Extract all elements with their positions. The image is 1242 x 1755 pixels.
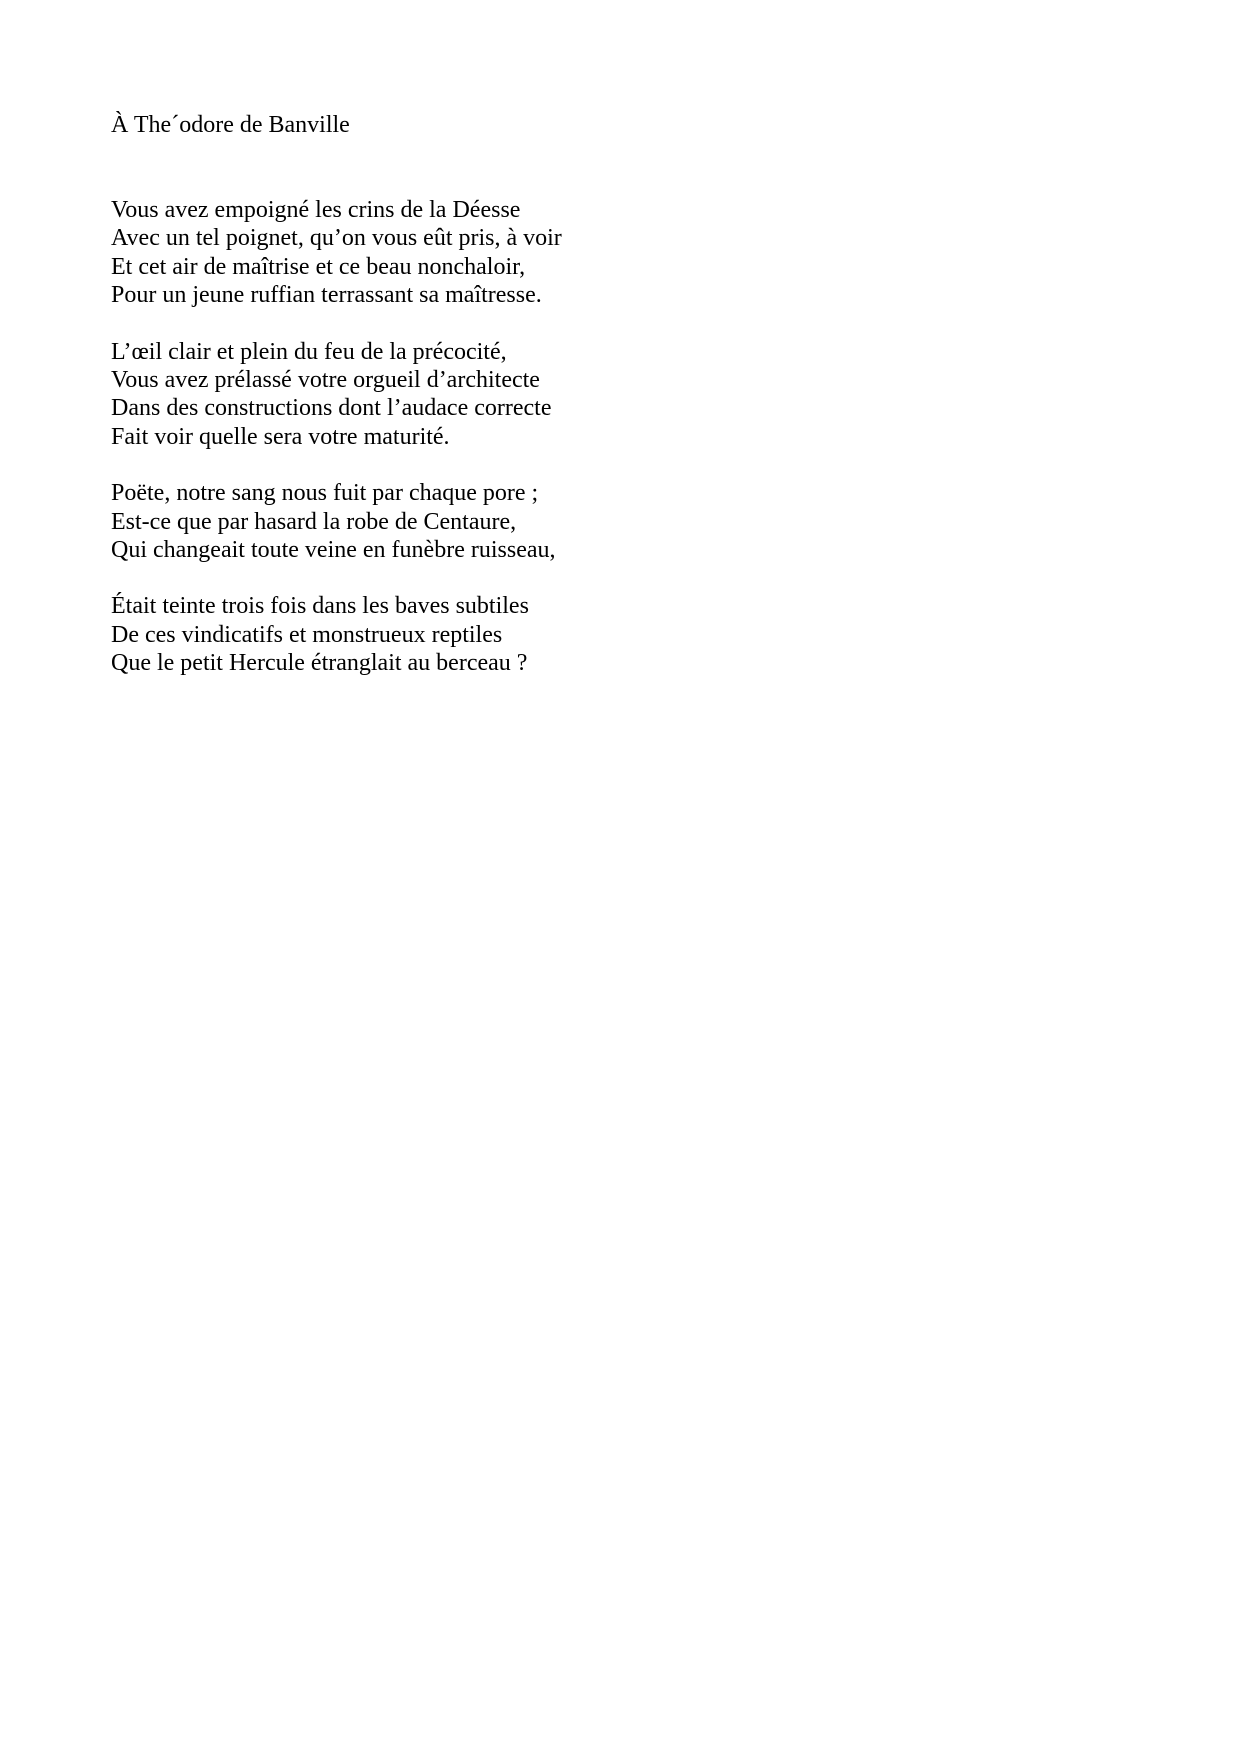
poem-line: Et cet air de maîtrise et ce beau nonchaloir,: [111, 253, 526, 280]
poem-line: Avec un tel poignet, qu’on vous eût pris, à voir: [111, 225, 562, 252]
stanza-2: [111, 338, 1011, 452]
poem-line: Que le petit Hercule étranglait au berceau ?: [111, 650, 528, 677]
stanza-4: [111, 592, 1011, 677]
poem-line: Vous avez prélassé votre orgueil d’architecte: [111, 367, 540, 394]
poem-title: À The´odore de Banville: [111, 112, 350, 138]
poem-line: Pour un jeune ruffian terrassant sa maîtresse.: [111, 282, 542, 309]
stanza-3: [111, 479, 1011, 564]
poem-body: [111, 196, 1011, 706]
poem-line: Qui changeait toute veine en funèbre ruisseau,: [111, 537, 556, 564]
poem-line: Dans des constructions dont l’audace correcte: [111, 395, 552, 422]
poem-line: Poëte, notre sang nous fuit par chaque pore ;: [111, 480, 539, 507]
poem-line: Était teinte trois fois dans les baves subtiles: [111, 593, 529, 620]
poem-line: Est-ce que par hasard la robe de Centaure,: [111, 508, 517, 535]
poem-line: Vous avez empoigné les crins de la Déesse: [111, 197, 521, 223]
poem-line: De ces vindicatifs et monstrueux reptiles: [111, 621, 503, 648]
poem-line: Fait voir quelle sera votre maturité.: [111, 423, 450, 450]
stanza-1: [111, 196, 1011, 310]
poem-line: L’œil clair et plein du feu de la précocité,: [111, 338, 507, 365]
